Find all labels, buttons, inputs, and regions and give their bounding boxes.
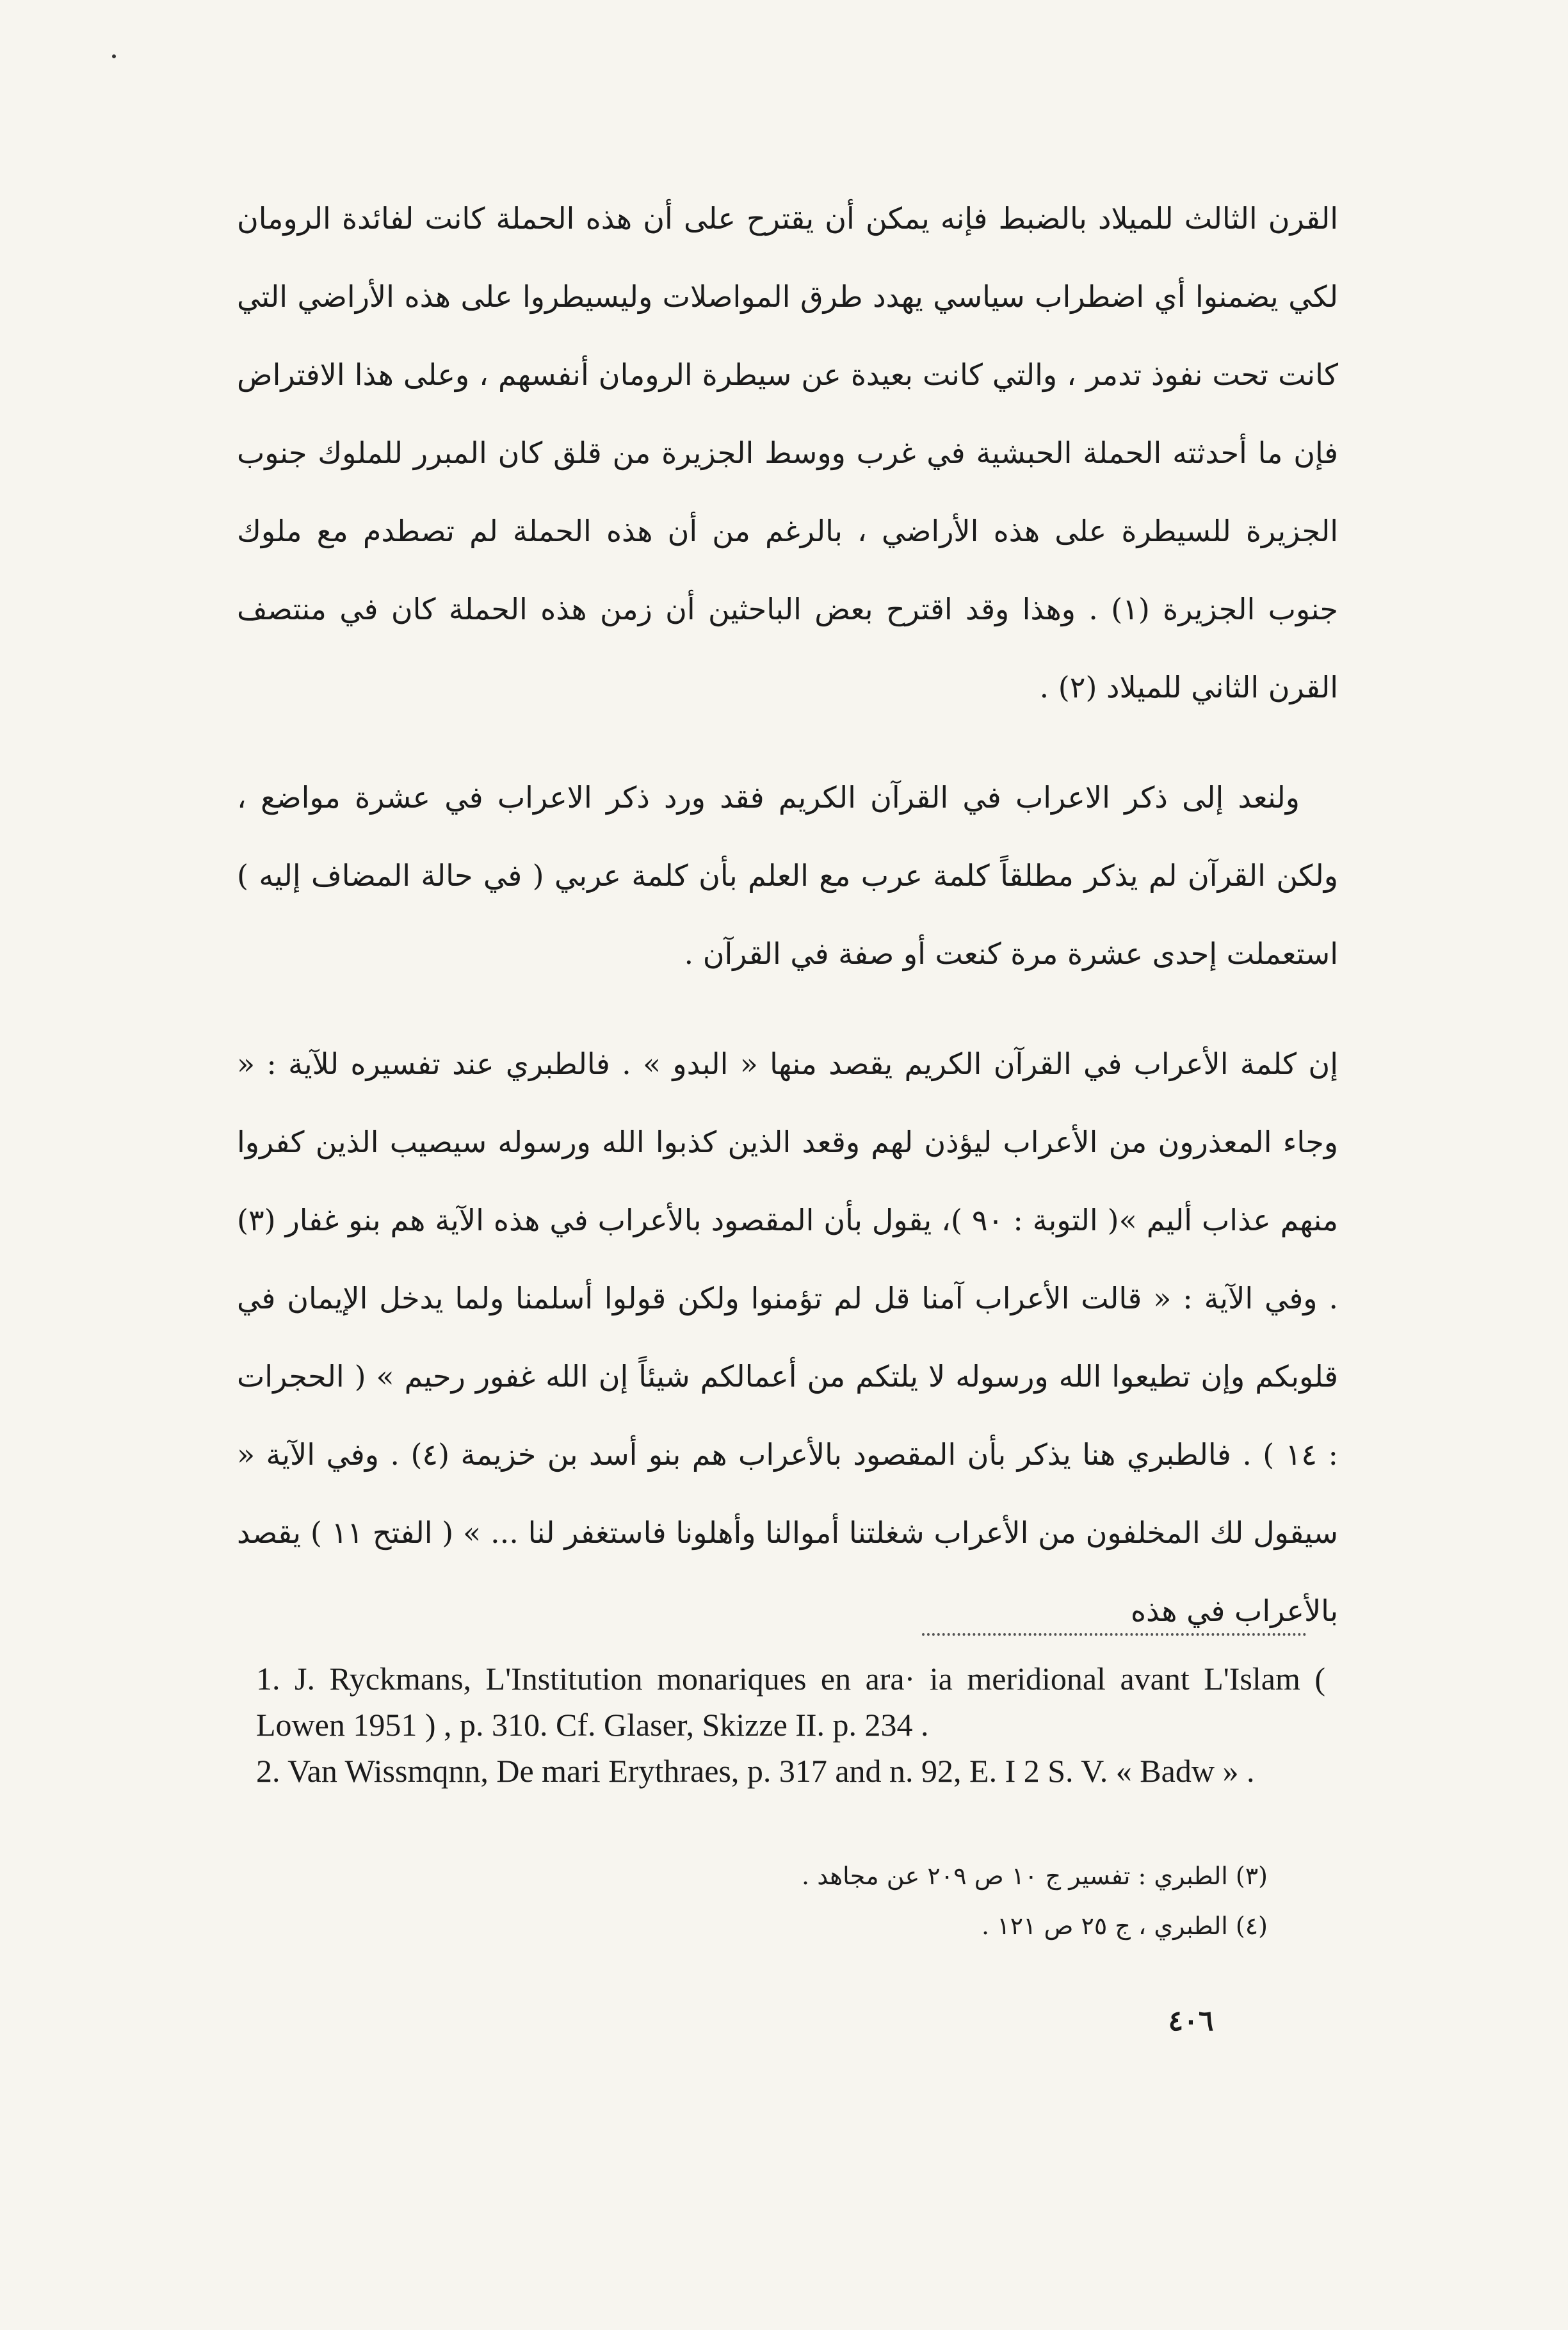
page-number: ٤٠٦ <box>1168 2005 1214 2037</box>
footnote-1: 1. J. Ryckmans, L'Institution monariques en ara· ia meridional avant L'Islam ( Lowen 1951 ) , p. 310. Cf. Glaser, Skizze II. p. 234 . <box>256 1661 1325 1743</box>
latin-footnotes <box>256 1656 1325 1794</box>
footnote-2: 2. Van Wissmqnn, De mari Erythraes, p. 317 and n. 92, E. I 2 S. V. « Badw » . <box>256 1753 1255 1789</box>
paragraph-1: القرن الثالث للميلاد بالضبط فإنه يمكن أن يقترح على أن هذه الحملة كانت لفائدة الرومان لكي يضمنوا أي اضطراب سياسي يهدد طرق المواصلات وليسيطروا على هذه الأراضي التي كانت تحت نفوذ تدمر ، والتي كانت بعيدة عن سيطرة الرومان أنفسهم ، وعلى هذا الافتراض فإن ما أحدثته الحملة الحبشية في غرب ووسط الجزيرة من قلق كان المبرر للملوك جنوب الجزيرة للسيطرة على هذه الأراضي ، بالرغم من أن هذه الحملة لم تصطدم مع ملوك جنوب الجزيرة (١) . وهذا وقد اقترح بعض الباحثين أن زمن هذه الحملة كان في منتصف القرن الثاني للميلاد (٢) . <box>237 201 1338 705</box>
footnote-separator <box>922 1633 1306 1636</box>
scan-speck <box>112 54 116 58</box>
main-text <box>237 179 1338 1682</box>
paragraph-3: إن كلمة الأعراب في القرآن الكريم يقصد منها « البدو » . فالطبري عند تفسيره للآية : « وجاء المعذرون من الأعراب ليؤذن لهم وقعد الذين كذبوا الله ورسوله سيصيب الذين كفروا منهم عذاب أليم »( التوبة : ٩٠ )، يقول بأن المقصود بالأعراب في هذه الآية هم بنو غفار (٣) . وفي الآية : « قالت الأعراب آمنا قل لم تؤمنوا ولكن قولوا أسلمنا ولما يدخل الإيمان في قلوبكم وإن تطيعوا الله ورسوله لا يلتكم من أعمالكم شيئاً إن الله غفور رحيم » ( الحجرات : ١٤ ) . فالطبري هنا يذكر بأن المقصود بالأعراب هم بنو أسد بن خزيمة (٤) . وفي الآية « سيقول لك المخلفون من الأعراب شغلتنا أموالنا وأهلونا فاستغفر لنا ... » ( الفتح ١١ ) يقصد بالأعراب في هذه <box>237 1047 1338 1628</box>
arabic-footnotes <box>576 1851 1268 1951</box>
footnote-4: (٤) الطبري ، ج ٢٥ ص ١٢١ . <box>981 1912 1268 1940</box>
paragraph-2: ولنعد إلى ذكر الاعراب في القرآن الكريم فقد ورد ذكر الاعراب في عشرة مواضع ، ولكن القرآن لم يذكر مطلقاً كلمة عرب مع العلم بأن كلمة عربي ( في حالة المضاف إليه ) استعملت إحدى عشرة مرة كنعت أو صفة في القرآن . <box>237 780 1338 971</box>
footnote-3: (٣) الطبري : تفسير ج ١٠ ص ٢٠٩ عن مجاهد . <box>802 1862 1268 1890</box>
